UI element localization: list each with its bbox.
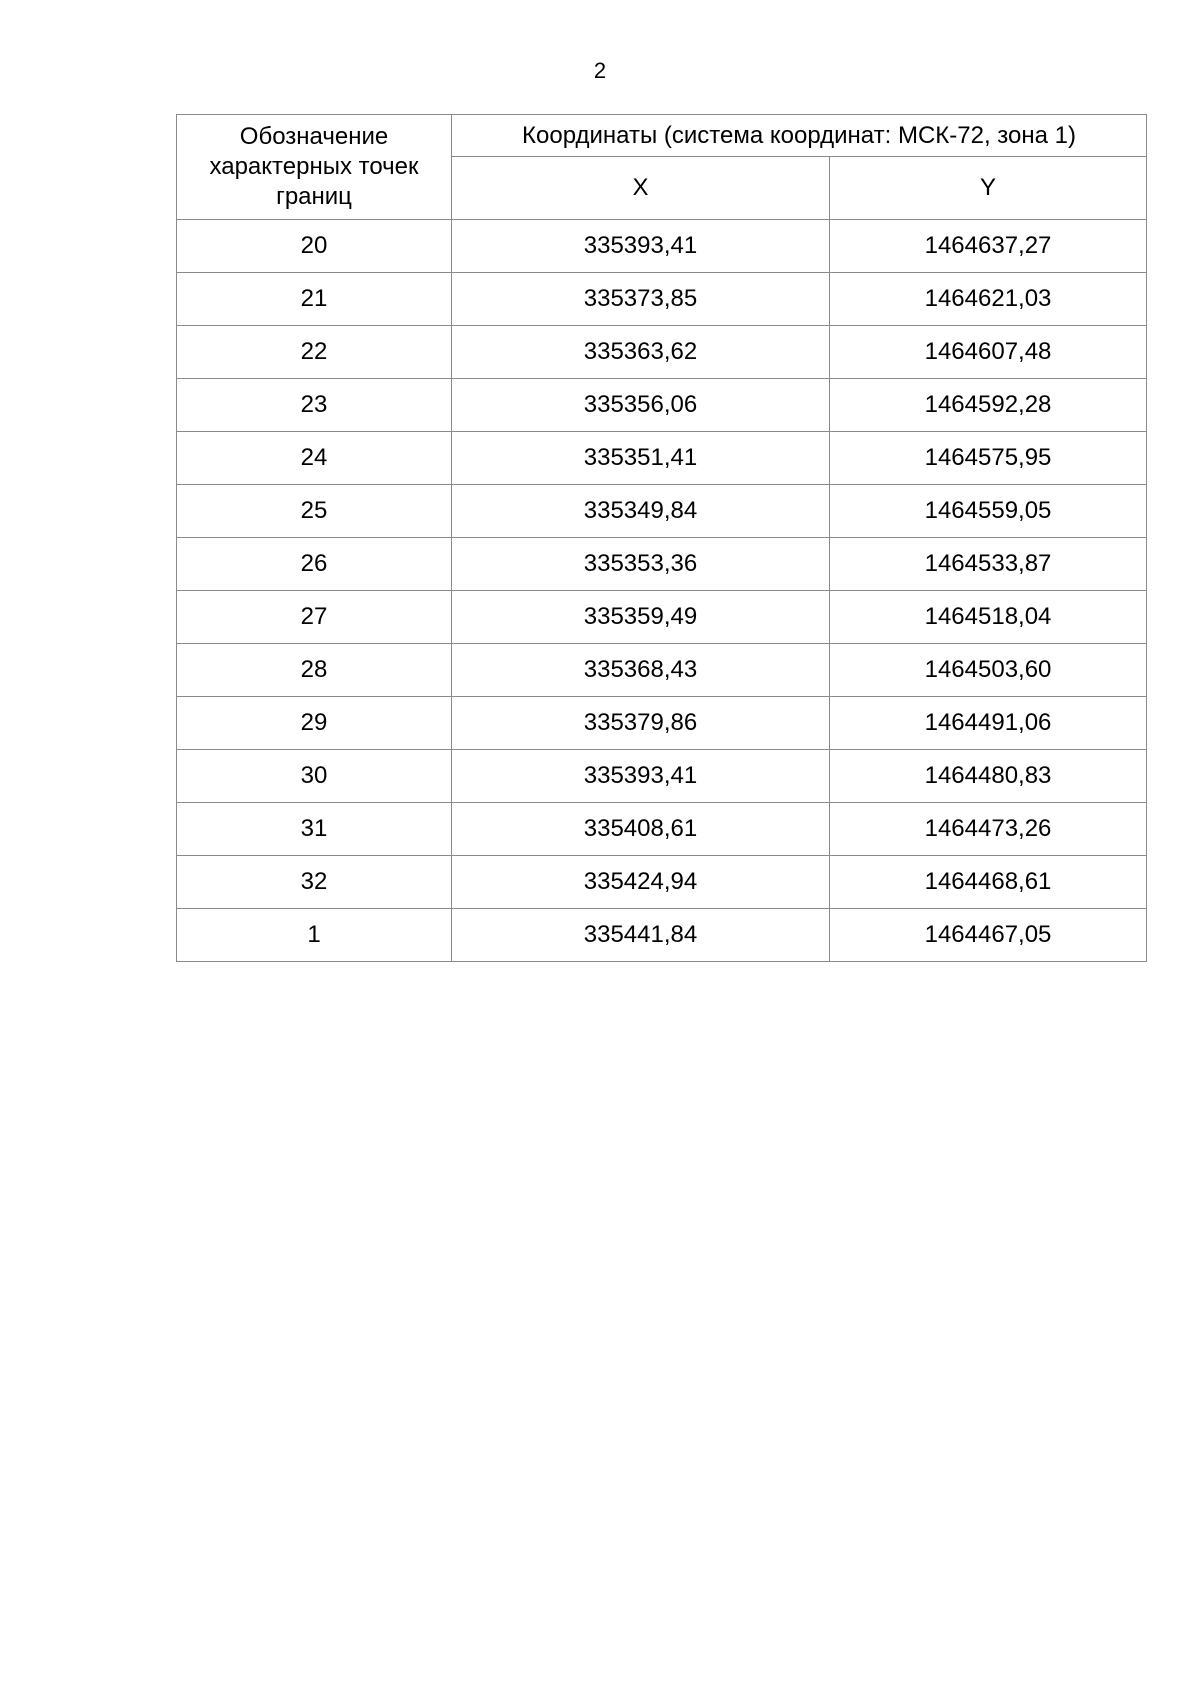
cell-point: 26 bbox=[177, 538, 452, 591]
cell-y: 1464467,05 bbox=[830, 909, 1147, 962]
cell-y: 1464592,28 bbox=[830, 379, 1147, 432]
cell-y: 1464491,06 bbox=[830, 697, 1147, 750]
header-y: Y bbox=[830, 157, 1147, 220]
cell-x: 335379,86 bbox=[452, 697, 830, 750]
table-row bbox=[177, 803, 1147, 856]
cell-point: 29 bbox=[177, 697, 452, 750]
table-row bbox=[177, 326, 1147, 379]
cell-x: 335424,94 bbox=[452, 856, 830, 909]
table-row bbox=[177, 591, 1147, 644]
cell-y: 1464637,27 bbox=[830, 220, 1147, 273]
header-point-designation: Обозначение характерных точек границ bbox=[177, 115, 452, 220]
table-row bbox=[177, 538, 1147, 591]
table-row bbox=[177, 697, 1147, 750]
cell-x: 335356,06 bbox=[452, 379, 830, 432]
cell-point: 24 bbox=[177, 432, 452, 485]
table-row bbox=[177, 432, 1147, 485]
cell-x: 335349,84 bbox=[452, 485, 830, 538]
table-row bbox=[177, 379, 1147, 432]
cell-point: 28 bbox=[177, 644, 452, 697]
table-header bbox=[177, 115, 1147, 220]
table-row bbox=[177, 220, 1147, 273]
cell-point: 22 bbox=[177, 326, 452, 379]
cell-point: 23 bbox=[177, 379, 452, 432]
cell-y: 1464503,60 bbox=[830, 644, 1147, 697]
cell-x: 335408,61 bbox=[452, 803, 830, 856]
cell-point: 30 bbox=[177, 750, 452, 803]
cell-point: 20 bbox=[177, 220, 452, 273]
table-row bbox=[177, 750, 1147, 803]
cell-x: 335393,41 bbox=[452, 220, 830, 273]
table-row bbox=[177, 273, 1147, 326]
coordinates-table bbox=[176, 114, 1147, 962]
cell-point: 25 bbox=[177, 485, 452, 538]
cell-point: 31 bbox=[177, 803, 452, 856]
table-row bbox=[177, 909, 1147, 962]
cell-point: 21 bbox=[177, 273, 452, 326]
cell-y: 1464621,03 bbox=[830, 273, 1147, 326]
cell-x: 335373,85 bbox=[452, 273, 830, 326]
header-x: X bbox=[452, 157, 830, 220]
cell-point: 1 bbox=[177, 909, 452, 962]
table-body bbox=[177, 220, 1147, 962]
cell-y: 1464575,95 bbox=[830, 432, 1147, 485]
cell-point: 27 bbox=[177, 591, 452, 644]
cell-x: 335368,43 bbox=[452, 644, 830, 697]
cell-x: 335351,41 bbox=[452, 432, 830, 485]
cell-y: 1464607,48 bbox=[830, 326, 1147, 379]
header-coordinates: Координаты (система координат: МСК-72, зона 1) bbox=[452, 115, 1147, 157]
cell-x: 335359,49 bbox=[452, 591, 830, 644]
page-number: 2 bbox=[593, 58, 607, 83]
cell-y: 1464533,87 bbox=[830, 538, 1147, 591]
cell-x: 335363,62 bbox=[452, 326, 830, 379]
cell-y: 1464468,61 bbox=[830, 856, 1147, 909]
cell-x: 335441,84 bbox=[452, 909, 830, 962]
table-row bbox=[177, 856, 1147, 909]
table-row bbox=[177, 644, 1147, 697]
cell-x: 335393,41 bbox=[452, 750, 830, 803]
cell-y: 1464559,05 bbox=[830, 485, 1147, 538]
table-row bbox=[177, 485, 1147, 538]
cell-y: 1464518,04 bbox=[830, 591, 1147, 644]
cell-point: 32 bbox=[177, 856, 452, 909]
cell-y: 1464480,83 bbox=[830, 750, 1147, 803]
cell-x: 335353,36 bbox=[452, 538, 830, 591]
cell-y: 1464473,26 bbox=[830, 803, 1147, 856]
